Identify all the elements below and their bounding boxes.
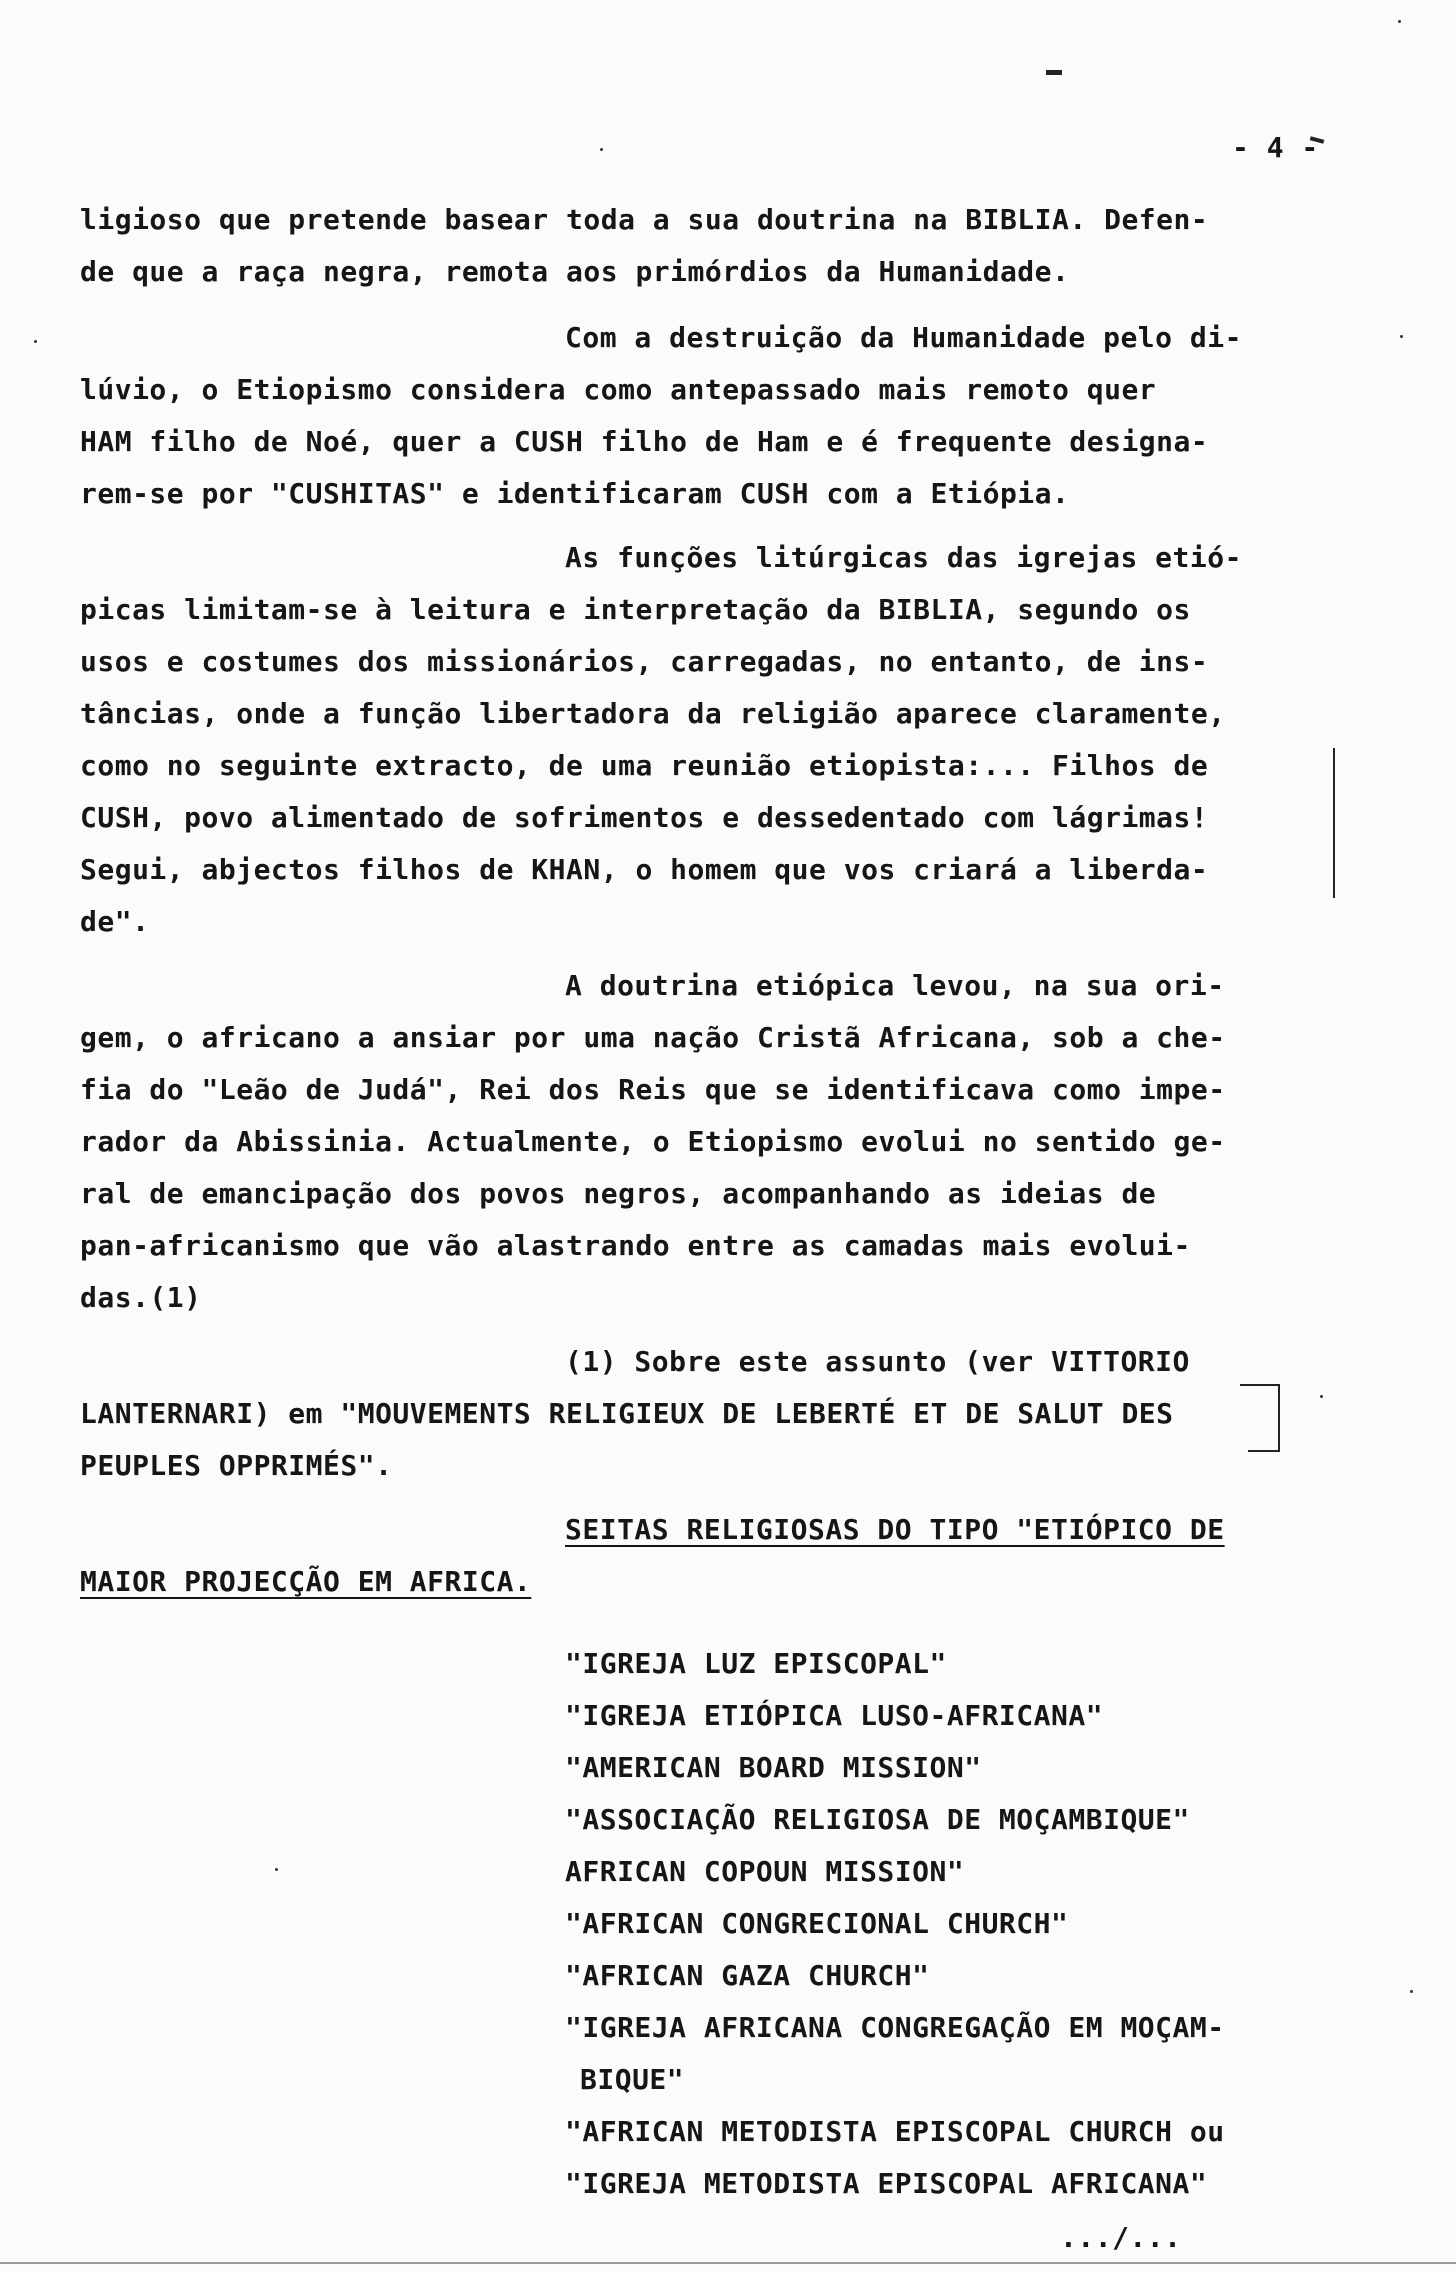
paragraph-line: como no seguinte extracto, de uma reunião etiopista:... Filhos de bbox=[80, 749, 1209, 782]
speck bbox=[600, 148, 603, 151]
list-item: "IGREJA METODISTA EPISCOPAL AFRICANA" bbox=[565, 2167, 1208, 2200]
paragraph-line: ligioso que pretende basear toda a sua doutrina na BIBLIA. Defen- bbox=[80, 203, 1209, 236]
paragraph-line: Segui, abjectos filhos de KHAN, o homem que vos criará a liberda- bbox=[80, 853, 1209, 886]
list-item: AFRICAN COPOUN MISSION" bbox=[565, 1855, 965, 1888]
paragraph-line: pan-africanismo que vão alastrando entre as camadas mais evolui- bbox=[80, 1229, 1191, 1262]
paragraph-line: rem-se por "CUSHITAS" e identificaram CUSH com a Etiópia. bbox=[80, 477, 1070, 510]
list-item: "IGREJA LUZ EPISCOPAL" bbox=[565, 1647, 947, 1680]
paragraph-line: A doutrina etiópica levou, na sua ori- bbox=[565, 969, 1225, 1002]
paragraph-line: As funções litúrgicas das igrejas etió- bbox=[565, 541, 1242, 574]
paragraph-line: de". bbox=[80, 905, 150, 938]
paragraph-line: de que a raça negra, remota aos primórdios da Humanidade. bbox=[80, 255, 1070, 288]
paragraph-line: rador da Abissinia. Actualmente, o Etiopismo evolui no sentido ge- bbox=[80, 1125, 1226, 1158]
footnote-line: PEUPLES OPPRIMÉS". bbox=[80, 1449, 393, 1482]
list-item: "AFRICAN GAZA CHURCH" bbox=[565, 1959, 930, 1992]
footnote-bracket bbox=[1248, 1450, 1280, 1452]
paragraph-line: CUSH, povo alimentado de sofrimentos e dessedentado com lágrimas! bbox=[80, 801, 1209, 834]
paragraph-line: fia do "Leão de Judá", Rei dos Reis que se identificava como impe- bbox=[80, 1073, 1226, 1106]
page-number: - 4 - bbox=[1232, 131, 1319, 164]
footnote-line: (1) Sobre este assunto (ver VITTORIO bbox=[565, 1345, 1190, 1378]
list-item: "AFRICAN METODISTA EPISCOPAL CHURCH ou bbox=[565, 2115, 1225, 2148]
footnote-bracket bbox=[1240, 1384, 1280, 1386]
paragraph-line: das.(1) bbox=[80, 1281, 202, 1314]
bottom-edge-rule bbox=[0, 2262, 1456, 2264]
continuation-marker: .../... bbox=[1060, 2221, 1182, 2254]
paragraph-line: gem, o africano a ansiar por uma nação Cristã Africana, sob a che- bbox=[80, 1021, 1226, 1054]
section-heading: SEITAS RELIGIOSAS DO TIPO "ETIÓPICO DE bbox=[565, 1513, 1225, 1546]
speck bbox=[275, 1868, 278, 1871]
margin-bracket bbox=[1333, 748, 1335, 898]
paragraph-line: Com a destruição da Humanidade pelo di- bbox=[565, 321, 1242, 354]
paragraph-line: picas limitam-se à leitura e interpretação da BIBLIA, segundo os bbox=[80, 593, 1191, 626]
scan-mark bbox=[1046, 70, 1062, 75]
paragraph-line: lúvio, o Etiopismo considera como antepassado mais remoto quer bbox=[80, 373, 1157, 406]
speck bbox=[34, 340, 37, 343]
speck bbox=[1410, 1990, 1413, 1993]
list-item: "ASSOCIAÇÃO RELIGIOSA DE MOÇAMBIQUE" bbox=[565, 1803, 1190, 1836]
speck bbox=[1320, 1395, 1323, 1398]
speck bbox=[1398, 20, 1401, 23]
section-heading: MAIOR PROJECÇÃO EM AFRICA. bbox=[80, 1565, 532, 1598]
paragraph-line: usos e costumes dos missionários, carregadas, no entanto, de ins- bbox=[80, 645, 1209, 678]
list-item: "IGREJA AFRICANA CONGREGAÇÃO EM MOÇAM- bbox=[565, 2011, 1225, 2044]
speck bbox=[1400, 335, 1403, 338]
list-item: "AFRICAN CONGRECIONAL CHURCH" bbox=[565, 1907, 1069, 1940]
list-item: BIQUE" bbox=[580, 2063, 685, 2096]
list-item: "AMERICAN BOARD MISSION" bbox=[565, 1751, 982, 1784]
paragraph-line: ral de emancipação dos povos negros, acompanhando as ideias de bbox=[80, 1177, 1157, 1210]
footnote-line: LANTERNARI) em "MOUVEMENTS RELIGIEUX DE LEBERTÉ ET DE SALUT DES bbox=[80, 1397, 1174, 1430]
list-item: "IGREJA ETIÓPICA LUSO-AFRICANA" bbox=[565, 1699, 1104, 1732]
footnote-bracket bbox=[1278, 1384, 1280, 1452]
paragraph-line: tâncias, onde a função libertadora da religião aparece claramente, bbox=[80, 697, 1226, 730]
paragraph-line: HAM filho de Noé, quer a CUSH filho de Ham e é frequente designa- bbox=[80, 425, 1209, 458]
